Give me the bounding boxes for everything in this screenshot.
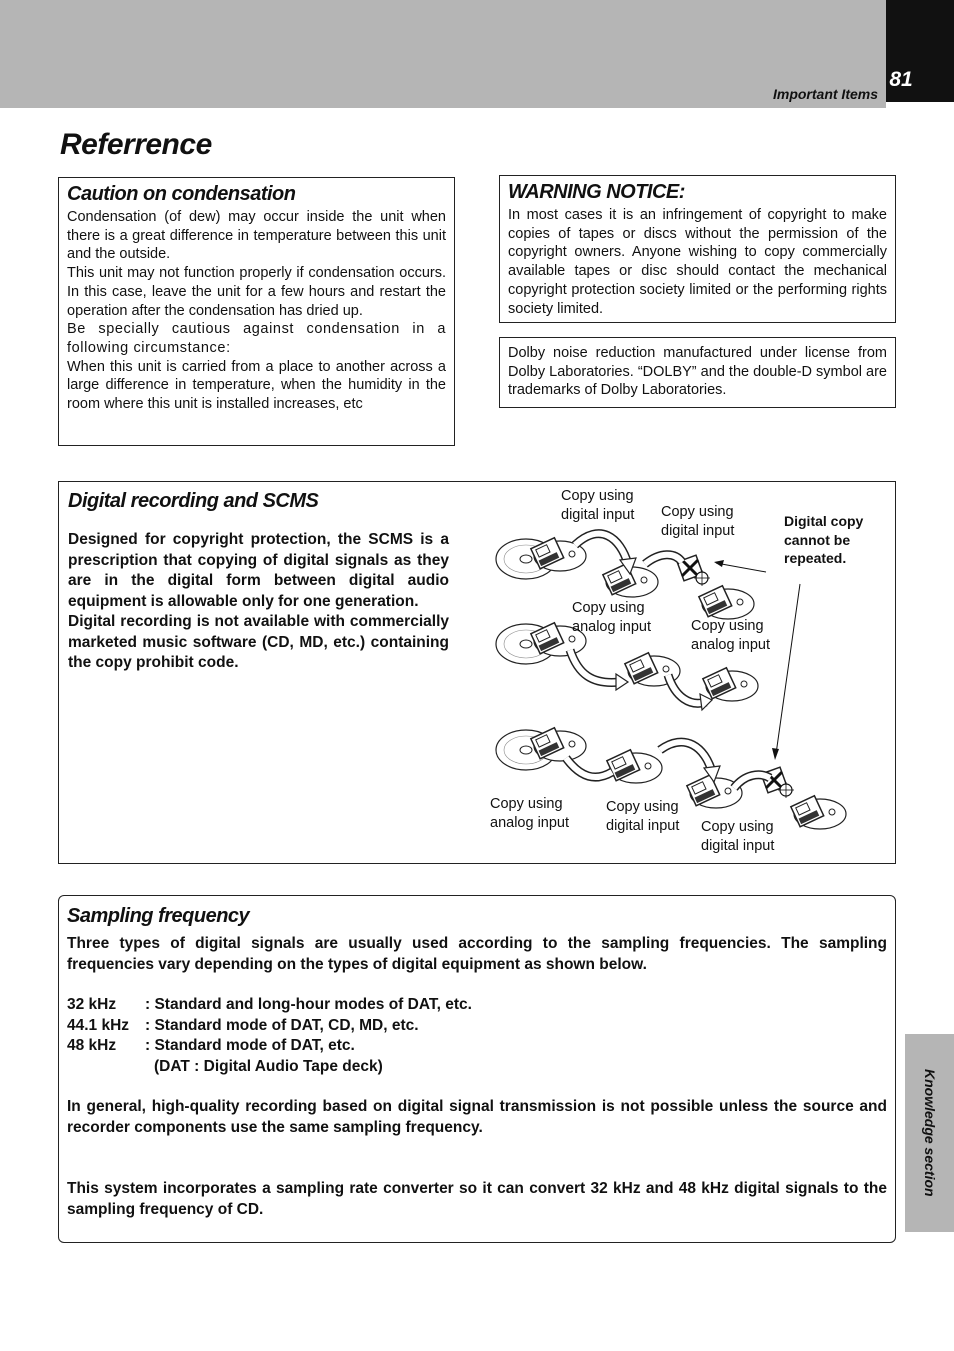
header-band — [0, 0, 886, 108]
frequency-row — [67, 995, 887, 1016]
diagram-label: Copy using digital input — [701, 819, 775, 854]
frequency-value: 32 kHz — [67, 996, 117, 1013]
frequency-description: : Standard and long-hour modes of DAT, etc. — [145, 996, 472, 1013]
caution-paragraph: When this unit is carried from a place to another across a large difference in temperature, when the humidity in the room where this unit is installed increases, etc — [67, 358, 446, 413]
frequency-note: (DAT : Digital Audio Tape deck) — [154, 1057, 383, 1075]
sampling-title: Sampling frequency — [67, 905, 250, 927]
warning-title: WARNING NOTICE: — [508, 181, 685, 203]
caution-paragraph: Be specially cautious against condensation in a following circumstance: — [67, 321, 446, 356]
page-title: Referrence — [60, 128, 212, 161]
frequency-value: 48 kHz — [67, 1037, 117, 1054]
frequency-description: : Standard mode of DAT, etc. — [145, 1037, 355, 1054]
pointer-arrow-icon — [776, 584, 800, 754]
sampling-paragraph: This system incorporates a sampling rate converter so it can convert 32 kHz and 48 kHz digital signals to the sampling frequency of CD. — [67, 1180, 887, 1218]
frequency-value: 44.1 kHz — [67, 1016, 130, 1034]
page-number: 81 — [889, 68, 913, 91]
caution-paragraph: Condensation (of dew) may occur inside the unit when there is a great difference in temperature between this unit and the outside. — [67, 209, 446, 263]
md-disc-icon — [791, 796, 846, 829]
diagram-label: Copy using digital input — [561, 488, 635, 523]
diagram-label: Copy using digital input — [606, 799, 680, 834]
caution-box — [58, 177, 455, 446]
diagram-label: Copy using analog input — [691, 618, 771, 653]
frequency-row — [67, 1036, 887, 1057]
scms-paragraph: Digital recording is not available with commercially marketed music software (CD, MD, etc.) containing the copy prohibit code. — [68, 613, 449, 671]
diagram-note: Digital copy cannot be repeated. — [784, 513, 864, 566]
warning-box — [499, 175, 896, 323]
diagram-label: Copy using digital input — [661, 504, 735, 539]
frequency-description: : Standard mode of DAT, CD, MD, etc. — [145, 1016, 419, 1034]
scms-paragraph: Designed for copyright protection, the SCMS is a prescription that copying of digital signals as they are in the digital form between digital audio equipment is allowable only for one generation. — [68, 531, 449, 610]
md-disc-icon — [699, 586, 754, 619]
sampling-box — [58, 895, 896, 1243]
diagram-label: Copy using analog input — [572, 600, 652, 635]
caution-title: Caution on condensation — [67, 183, 296, 205]
md-disc-icon — [703, 668, 758, 701]
dolby-box — [499, 337, 896, 408]
frequency-note-row — [67, 1057, 887, 1078]
pointer-arrow-icon — [716, 563, 766, 572]
scms-title: Digital recording and SCMS — [68, 490, 319, 512]
section-label: Important Items — [772, 86, 878, 102]
diagram-label: Copy using analog input — [490, 796, 570, 831]
caution-paragraph: This unit may not function properly if condensation occurs. In this case, leave the unit for a few hours and restart the operation after the condensation has dried up. — [67, 265, 446, 319]
dolby-text: Dolby noise reduction manufactured under license from Dolby Laboratories. “DOLBY” and the double-D symbol are trademarks of Dolby Laboratories. — [508, 345, 887, 399]
frequency-row — [67, 1016, 887, 1037]
md-disc-icon — [607, 750, 662, 783]
warning-text: In most cases it is an infringement of copyright to make copies of tapes or discs without the permission of the copyright owners. Anyone wishing to copy commercially available tapes or disc should contact the mechanical copyright protection society limited or the performing rights society limited. — [508, 207, 887, 317]
sampling-paragraph: In general, high-quality recording based on digital signal transmission is not possible unless the source and recorder components use the same sampling frequency. — [67, 1098, 887, 1136]
side-tab-label: Knowledge section — [922, 1069, 938, 1197]
sampling-intro: Three types of digital signals are usually used according to the sampling frequencies. The sampling frequencies vary depending on the types of digital equipment as shown below. — [67, 935, 887, 973]
